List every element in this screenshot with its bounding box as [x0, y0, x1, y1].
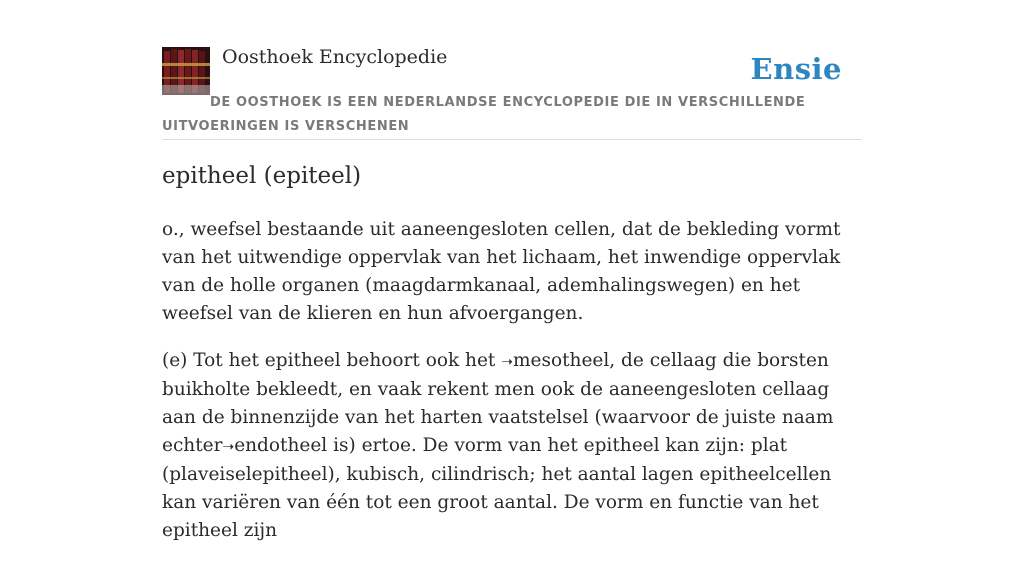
paragraph-text: (e) Tot het epitheel behoort ook het [162, 350, 502, 371]
site-header [162, 0, 862, 140]
paragraph-text: is) ertoe. De vorm van het epitheel kan zijn: plat (plaveiselepitheel), kubisch, cilindrisch; het aantal lagen epitheelcellen kan variëren van één tot een groot aantal. De vorm en functie van het epitheel zijn [162, 435, 832, 541]
site-title[interactable]: Oosthoek Encyclopedie [222, 46, 448, 68]
xref-label: mesotheel [512, 350, 610, 371]
brand-logo[interactable]: Ensie [750, 52, 842, 86]
arrow-right-icon: ➝ [501, 354, 513, 370]
arrow-right-icon: ➝ [222, 439, 235, 455]
site-tagline: DE OOSTHOEK IS EEN NEDERLANDSE ENCYCLOPEDIE DIE IN VERSCHILLENDE UITVOERINGEN IS VERSCHENEN [162, 95, 806, 134]
xref-label: endotheel [234, 435, 328, 456]
entry-paragraph-2 [162, 347, 862, 545]
entry-title: epitheel (epiteel) [162, 163, 362, 189]
article-page [162, 0, 862, 541]
xref-link-mesotheel[interactable] [501, 350, 609, 371]
entry-content [162, 216, 862, 564]
entry-paragraph-1: o., weefsel bestaande uit aaneengesloten cellen, dat de bekleding vormt van het uitwendige oppervlak van het lichaam, het inwendige oppervlak van de holle organen (maagdarmkanaal, ademhalingswegen) en het weefsel van de klieren en hun afvoergangen. [162, 219, 841, 324]
paragraph-text: , de cellaag die borsten buikholte bekleedt, en vaak rekent men ook de aaneengesloten cellaag aan de binnenzijde van het harten vaatstelsel (waarvoor de juiste naam echter [162, 350, 834, 456]
encyclopedia-books-icon[interactable] [162, 47, 210, 95]
xref-link-endotheel[interactable] [222, 435, 327, 456]
